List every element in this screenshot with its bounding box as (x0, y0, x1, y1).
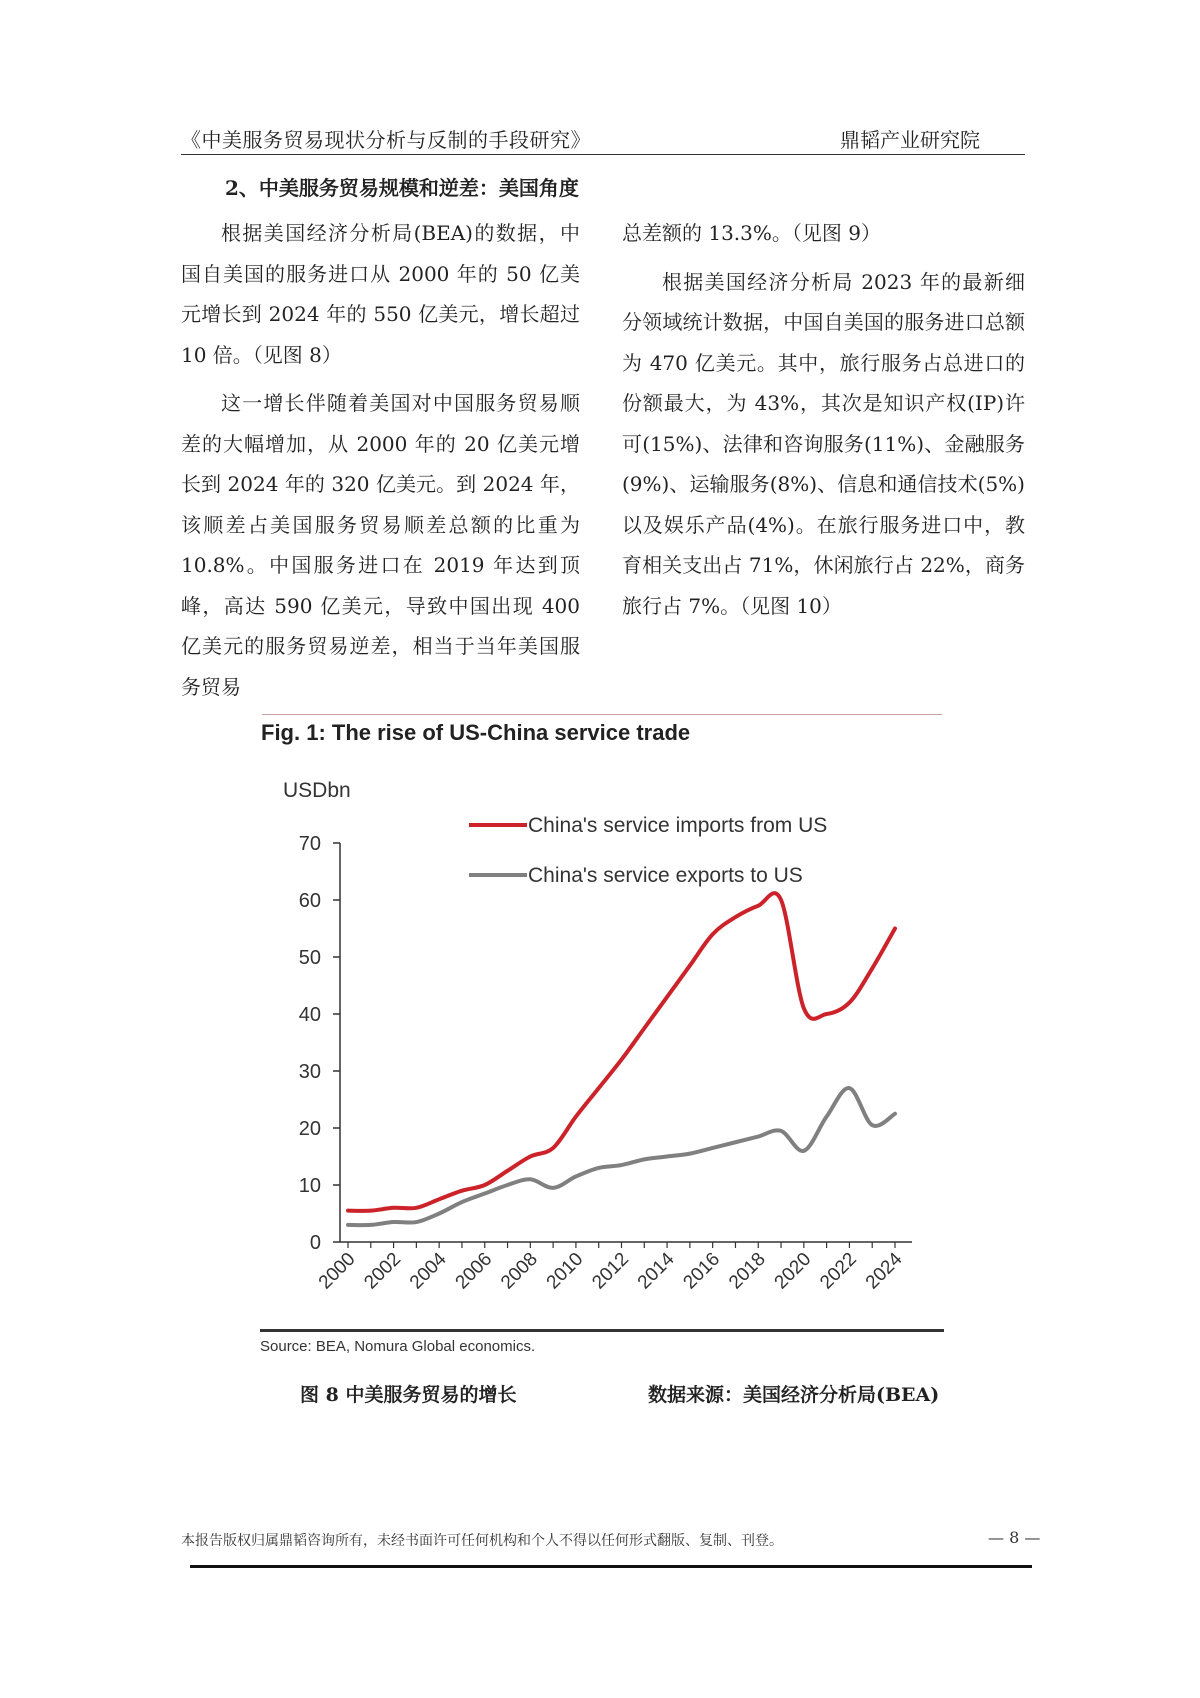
y-tick-label: 20 (298, 1118, 321, 1140)
organization-name: 鼎韬产业研究院 (840, 128, 980, 152)
x-tick-label: 2024 (861, 1248, 907, 1294)
paragraph: 根据美国经济分析局 2023 年的最新细分领域统计数据，中国自美国的服务进口总额为 470 亿美元。其中，旅行服务占总进口的份额最大，为 43%，其次是知识产权(IP)许可(15%)、法律和咨询服务(11%)、金融服务(9%)、运输服务(8%)、信息和通信技术(5%)以及娱乐产品(4%)。在旅行服务进口中，教育相关支出占 71%，休闲旅行占 22%，商务旅行占 7%。（见图 10） (622, 269, 1025, 618)
chart-title: Fig. 1: The rise of US-China service trade (261, 720, 691, 745)
legend-label: China's service imports from US (528, 814, 828, 837)
x-tick-label: 2006 (451, 1248, 497, 1294)
copyright-notice: 本报告版权归属鼎韬咨询所有，未经书面许可任何机构和个人不得以任何形式翻版、复制、刊登。 (181, 1533, 783, 1549)
y-tick-label: 40 (298, 1004, 321, 1026)
x-tick-label: 2020 (770, 1248, 816, 1294)
figure-source: 数据来源：美国经济分析局(BEA) (648, 1384, 940, 1406)
y-tick-label: 10 (298, 1175, 321, 1197)
paragraph: 总差额的 13.3%。（见图 9） (622, 221, 881, 245)
y-tick-label: 50 (298, 947, 321, 969)
y-tick-label: 60 (298, 890, 321, 912)
chart-bottom-rule (260, 1329, 944, 1332)
y-tick-label: 70 (298, 833, 321, 855)
y-tick-label: 30 (298, 1061, 321, 1083)
x-tick-label: 2004 (405, 1248, 451, 1294)
footer-divider (190, 1565, 1032, 1568)
x-tick-label: 2018 (725, 1248, 770, 1294)
x-tick-label: 2002 (360, 1248, 406, 1294)
y-axis-label: USDbn (283, 779, 351, 802)
x-tick-label: 2014 (633, 1248, 679, 1294)
page-number: — 8 — (988, 1528, 1041, 1547)
figure-caption: 图 8 中美服务贸易的增长 (300, 1384, 517, 1406)
x-tick-label: 2022 (816, 1248, 861, 1294)
x-tick-label: 2016 (679, 1248, 725, 1294)
legend-label: China's service exports to US (528, 864, 803, 887)
x-tick-label: 2008 (497, 1248, 542, 1294)
paragraph: 这一增长伴随着美国对中国服务贸易顺差的大幅增加，从 2000 年的 20 亿美元增长到 2024 年的 320 亿美元。到 2024 年，该顺差占美国服务贸易顺差总额的比重为 10.8%。中国服务进口在 2019 年达到顶峰，高达 590 亿美元，导致中国出现 400 亿美元的服务贸易逆差，相当于当年美国服务贸易 (181, 391, 580, 699)
y-tick-label: 0 (309, 1232, 321, 1254)
document-title: 《中美服务贸易现状分析与反制的手段研究》 (181, 128, 591, 152)
x-tick-label: 2010 (542, 1248, 588, 1294)
chart-source: Source: BEA, Nomura Global economics. (260, 1338, 536, 1355)
section-title: 2、中美服务贸易规模和逆差：美国角度 (225, 176, 579, 200)
x-tick-label: 2000 (314, 1248, 360, 1294)
paragraph: 根据美国经济分析局(BEA)的数据，中国自美国的服务进口从 2000 年的 50 亿美元增长到 2024 年的 550 亿美元，增长超过 10 倍。（见图 8） (181, 221, 580, 367)
x-tick-label: 2012 (588, 1248, 634, 1294)
